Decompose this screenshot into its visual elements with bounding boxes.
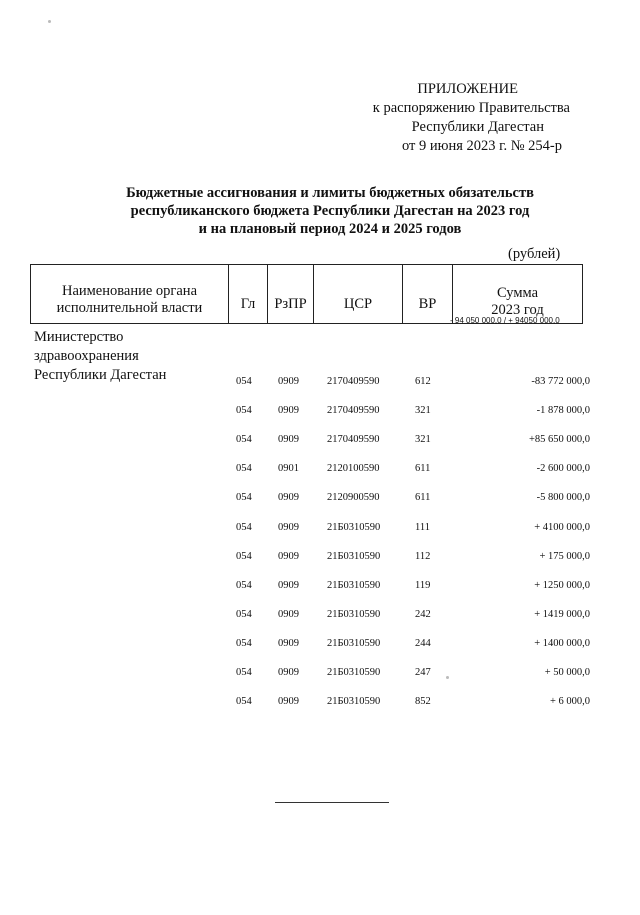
row-csr: 2120100590 [327, 463, 380, 474]
row-vr: 321 [415, 434, 431, 445]
table-row [30, 580, 590, 600]
row-sum: -83 772 000,0 [531, 376, 590, 387]
table-row [30, 638, 590, 658]
title-line: и на плановый период 2024 и 2025 годов [198, 221, 462, 237]
unit-label: (рублей) [508, 246, 561, 262]
row-vr: 112 [415, 551, 431, 562]
row-gl: 054 [236, 463, 252, 474]
row-gl: 054 [236, 638, 252, 649]
row-csr: 21Б0310590 [327, 522, 381, 533]
total-note: - 94 050 000,0 / + 94050 000,0 [450, 316, 560, 325]
row-vr: 111 [415, 522, 430, 533]
row-csr: 2120900590 [327, 492, 380, 503]
appendix-ref-line: к распоряжению Правительства [372, 100, 570, 116]
header-name-line: Наименование органа [61, 283, 198, 299]
header-vr-text: ВР [418, 296, 437, 312]
row-rzpr: 0909 [278, 522, 299, 533]
row-sum: + 4100 000,0 [534, 522, 590, 533]
appendix-header [362, 80, 570, 156]
row-sum: -2 600 000,0 [536, 463, 590, 474]
row-rzpr: 0909 [278, 551, 299, 562]
row-csr: 2170409590 [327, 376, 380, 387]
row-gl: 054 [236, 609, 252, 620]
header-name [31, 265, 229, 324]
row-sum: -1 878 000,0 [536, 405, 590, 416]
row-vr: 119 [415, 580, 431, 591]
row-csr: 21Б0310590 [327, 609, 381, 620]
row-csr: 21Б0310590 [327, 551, 381, 562]
row-csr: 21Б0310590 [327, 580, 381, 591]
table-row [30, 667, 590, 687]
row-vr: 611 [415, 492, 431, 503]
table-header [30, 264, 583, 324]
header-rzpr-text: РзПР [274, 296, 307, 312]
row-csr: 21Б0310590 [327, 638, 381, 649]
row-gl: 054 [236, 492, 252, 503]
table-row [30, 405, 590, 425]
header-csr [314, 265, 403, 324]
header-gl [229, 265, 268, 324]
table-row [30, 551, 590, 571]
row-gl: 054 [236, 551, 252, 562]
header-sum-line: 2023 год [491, 302, 544, 318]
row-sum: +85 650 000,0 [528, 434, 590, 445]
appendix-date-line: от 9 июня 2023 г. № 254-р [401, 138, 562, 154]
row-rzpr: 0909 [278, 696, 299, 707]
row-csr: 21Б0310590 [327, 696, 381, 707]
row-vr: 242 [415, 609, 431, 620]
row-vr: 321 [415, 405, 431, 416]
table-row [30, 609, 590, 629]
row-rzpr: 0909 [278, 580, 299, 591]
appendix-republic-line: Республики Дагестан [411, 119, 544, 135]
divider-line [275, 802, 389, 803]
table-row [30, 463, 590, 483]
header-name-line: исполнительной власти [56, 300, 203, 316]
table-row [30, 696, 590, 716]
row-vr: 611 [415, 463, 431, 474]
row-sum: + 1250 000,0 [534, 580, 590, 591]
row-sum: + 1419 000,0 [534, 609, 590, 620]
header-gl-text: Гл [240, 296, 256, 312]
header-sum-line: Сумма [496, 285, 539, 301]
header-vr [403, 265, 453, 324]
row-rzpr: 0909 [278, 638, 299, 649]
row-rzpr: 0909 [278, 405, 299, 416]
row-rzpr: 0909 [278, 609, 299, 620]
row-sum: + 175 000,0 [539, 551, 590, 562]
table-row [30, 376, 590, 396]
header-sum [453, 265, 583, 324]
appendix-label: ПРИЛОЖЕНИЕ [417, 81, 518, 97]
row-rzpr: 0901 [278, 463, 299, 474]
org-line: Министерство [34, 329, 124, 345]
table-row [30, 434, 590, 454]
row-csr: 2170409590 [327, 434, 380, 445]
row-rzpr: 0909 [278, 492, 299, 503]
table-row [30, 492, 590, 512]
row-gl: 054 [236, 580, 252, 591]
row-sum: + 6 000,0 [549, 696, 590, 707]
title-line: Бюджетные ассигнования и лимиты бюджетных обязательств [126, 185, 534, 201]
row-gl: 054 [236, 405, 252, 416]
row-vr: 244 [415, 638, 431, 649]
table-row [30, 522, 590, 542]
row-gl: 054 [236, 376, 252, 387]
row-sum: + 50 000,0 [544, 667, 590, 678]
row-sum: + 1400 000,0 [534, 638, 590, 649]
row-vr: 612 [415, 376, 431, 387]
org-line: здравоохранения [34, 348, 139, 364]
scan-speck [48, 20, 51, 23]
row-gl: 054 [236, 667, 252, 678]
row-csr: 2170409590 [327, 405, 380, 416]
header-rzpr [268, 265, 314, 324]
row-csr: 21Б0310590 [327, 667, 381, 678]
row-gl: 054 [236, 696, 252, 707]
row-gl: 054 [236, 522, 252, 533]
row-gl: 054 [236, 434, 252, 445]
row-vr: 247 [415, 667, 431, 678]
row-rzpr: 0909 [278, 434, 299, 445]
scan-speck [446, 676, 449, 679]
row-rzpr: 0909 [278, 376, 299, 387]
row-vr: 852 [415, 696, 431, 707]
document-title [60, 184, 600, 238]
row-sum: -5 800 000,0 [536, 492, 590, 503]
row-rzpr: 0909 [278, 667, 299, 678]
title-line: республиканского бюджета Республики Дагестан на 2023 год [130, 203, 530, 219]
header-csr-text: ЦСР [343, 296, 373, 312]
org-line: Республики Дагестан [34, 367, 167, 383]
